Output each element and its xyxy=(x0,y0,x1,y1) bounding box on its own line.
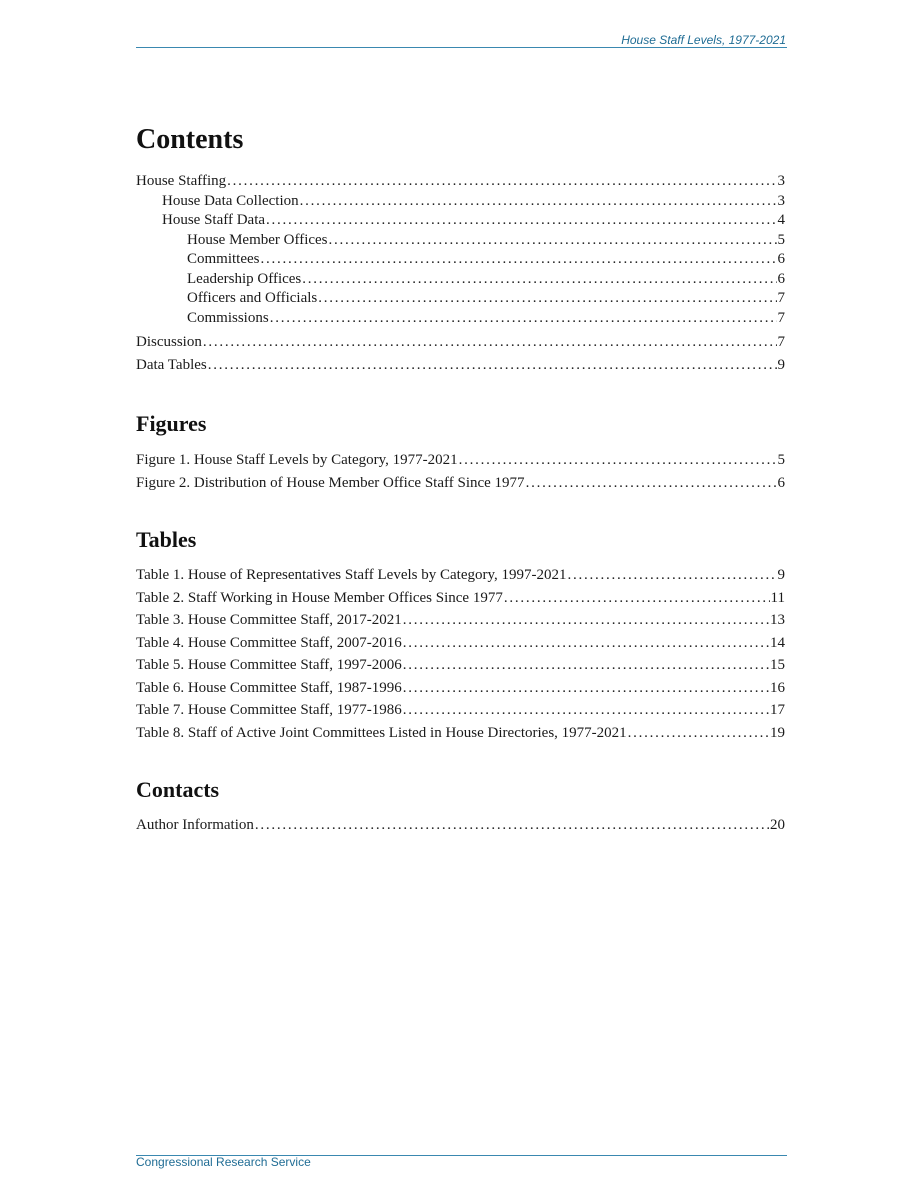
toc-entry-officers-and-officials[interactable] xyxy=(136,289,785,309)
toc-entry-label: Commissions xyxy=(187,309,269,326)
toc-entry-page: 11 xyxy=(770,589,785,606)
toc-entry-figure-1[interactable] xyxy=(136,449,785,472)
toc-entry-house-staffing[interactable] xyxy=(136,172,785,192)
toc-entry-page: 13 xyxy=(770,612,785,628)
toc-entry-page: 19 xyxy=(770,724,785,741)
toc-entry-label: Table 7. House Committee Staff, 1977-1986 xyxy=(136,702,402,718)
dot-leader xyxy=(255,814,769,837)
toc-entry-label: House Staff Data xyxy=(162,212,266,228)
dot-leader xyxy=(208,354,777,377)
dot-leader xyxy=(403,632,769,655)
toc-entry-label: Figure 1. House Staff Levels by Category, 1977-2021 xyxy=(136,452,458,468)
toc-entry-commissions[interactable] xyxy=(136,309,785,329)
toc-entry-table-3[interactable] xyxy=(136,609,785,632)
toc-entry-page: 9 xyxy=(777,356,785,373)
tables-heading: Tables xyxy=(136,527,197,552)
dot-leader xyxy=(403,699,769,722)
toc-entry-table-2[interactable] xyxy=(136,587,785,610)
toc-entry-page: 5 xyxy=(777,452,785,468)
dot-leader xyxy=(403,654,769,677)
toc-entry-label: Table 1. House of Representatives Staff Levels by Category, 1997-2021 xyxy=(136,567,567,583)
toc-entry-page: 20 xyxy=(770,817,785,833)
dot-leader xyxy=(318,289,776,309)
toc-entry-page: 6 xyxy=(777,474,785,491)
toc-entry-label: House Data Collection xyxy=(162,192,299,209)
dot-leader xyxy=(203,331,777,354)
toc-entry-house-data-collection[interactable] xyxy=(136,192,785,212)
toc-entry-label: Committees xyxy=(187,251,260,267)
dot-leader xyxy=(227,172,776,192)
toc-entry-page: 9 xyxy=(777,567,785,583)
toc-entry-page: 7 xyxy=(777,290,785,306)
toc-entry-house-staff-data[interactable] xyxy=(136,211,785,231)
toc-entry-page: 14 xyxy=(770,634,785,651)
tables-list xyxy=(136,564,785,744)
toc-entry-table-1[interactable] xyxy=(136,564,785,587)
toc-entry-committees[interactable] xyxy=(136,250,785,270)
toc-entry-page: 3 xyxy=(777,173,785,189)
dot-leader xyxy=(266,211,776,231)
toc-entry-page: 5 xyxy=(777,231,785,248)
contents-list-secondary xyxy=(136,331,785,376)
toc-entry-label: Table 3. House Committee Staff, 2017-2021 xyxy=(136,612,402,628)
toc-entry-page: 7 xyxy=(777,309,785,326)
dot-leader xyxy=(329,231,777,251)
dot-leader xyxy=(403,609,769,632)
toc-entry-page: 6 xyxy=(777,270,785,287)
figures-list xyxy=(136,449,785,494)
contacts-list xyxy=(136,814,785,837)
footer-org-name: Congressional Research Service xyxy=(136,1155,311,1169)
dot-leader xyxy=(504,587,770,610)
toc-entry-data-tables[interactable] xyxy=(136,354,785,377)
toc-entry-discussion[interactable] xyxy=(136,331,785,354)
toc-entry-table-7[interactable] xyxy=(136,699,785,722)
toc-entry-page: 15 xyxy=(770,657,785,673)
figures-heading: Figures xyxy=(136,411,207,436)
contents-list-main xyxy=(136,172,785,328)
dot-leader xyxy=(270,309,777,329)
toc-entry-label: Table 6. House Committee Staff, 1987-1996 xyxy=(136,679,402,696)
toc-entry-page: 6 xyxy=(777,251,785,267)
toc-entry-table-4[interactable] xyxy=(136,632,785,655)
toc-entry-label: Author Information xyxy=(136,817,254,833)
toc-entry-label: Discussion xyxy=(136,334,202,350)
toc-entry-figure-2[interactable] xyxy=(136,472,785,495)
header-rule xyxy=(136,47,787,48)
dot-leader xyxy=(568,564,777,587)
toc-entry-label: Leadership Offices xyxy=(187,270,302,287)
contacts-heading: Contacts xyxy=(136,777,220,802)
toc-entry-table-6[interactable] xyxy=(136,677,785,700)
toc-entry-page: 3 xyxy=(777,192,785,209)
toc-entry-page: 16 xyxy=(770,679,785,696)
toc-entry-page: 7 xyxy=(777,334,785,350)
toc-entry-table-5[interactable] xyxy=(136,654,785,677)
toc-entry-author-information[interactable] xyxy=(136,814,785,837)
toc-entry-label: Table 8. Staff of Active Joint Committees Listed in House Directories, 1977-2021 xyxy=(136,724,627,741)
dot-leader xyxy=(261,250,777,270)
toc-entry-label: Table 5. House Committee Staff, 1997-2006 xyxy=(136,657,402,673)
toc-entry-label: Data Tables xyxy=(136,356,207,373)
toc-entry-label: House Staffing xyxy=(136,173,227,189)
toc-entry-label: Officers and Officials xyxy=(187,290,318,306)
toc-entry-house-member-offices[interactable] xyxy=(136,231,785,251)
toc-entry-table-8[interactable] xyxy=(136,722,785,745)
toc-entry-label: Table 4. House Committee Staff, 2007-2016 xyxy=(136,634,402,651)
dot-leader xyxy=(300,192,777,212)
toc-entry-page: 17 xyxy=(770,702,785,718)
toc-entry-page: 4 xyxy=(777,212,785,228)
dot-leader xyxy=(459,449,777,472)
toc-entry-label: Figure 2. Distribution of House Member Office Staff Since 1977 xyxy=(136,474,525,491)
dot-leader xyxy=(526,472,777,495)
toc-entry-label: Table 2. Staff Working in House Member Offices Since 1977 xyxy=(136,589,503,606)
contents-heading: Contents xyxy=(136,124,244,155)
dot-leader xyxy=(628,722,769,745)
toc-entry-leadership-offices[interactable] xyxy=(136,270,785,290)
toc-entry-label: House Member Offices xyxy=(187,231,328,248)
dot-leader xyxy=(403,677,769,700)
dot-leader xyxy=(302,270,776,290)
running-header-title: House Staff Levels, 1977-2021 xyxy=(621,33,786,47)
